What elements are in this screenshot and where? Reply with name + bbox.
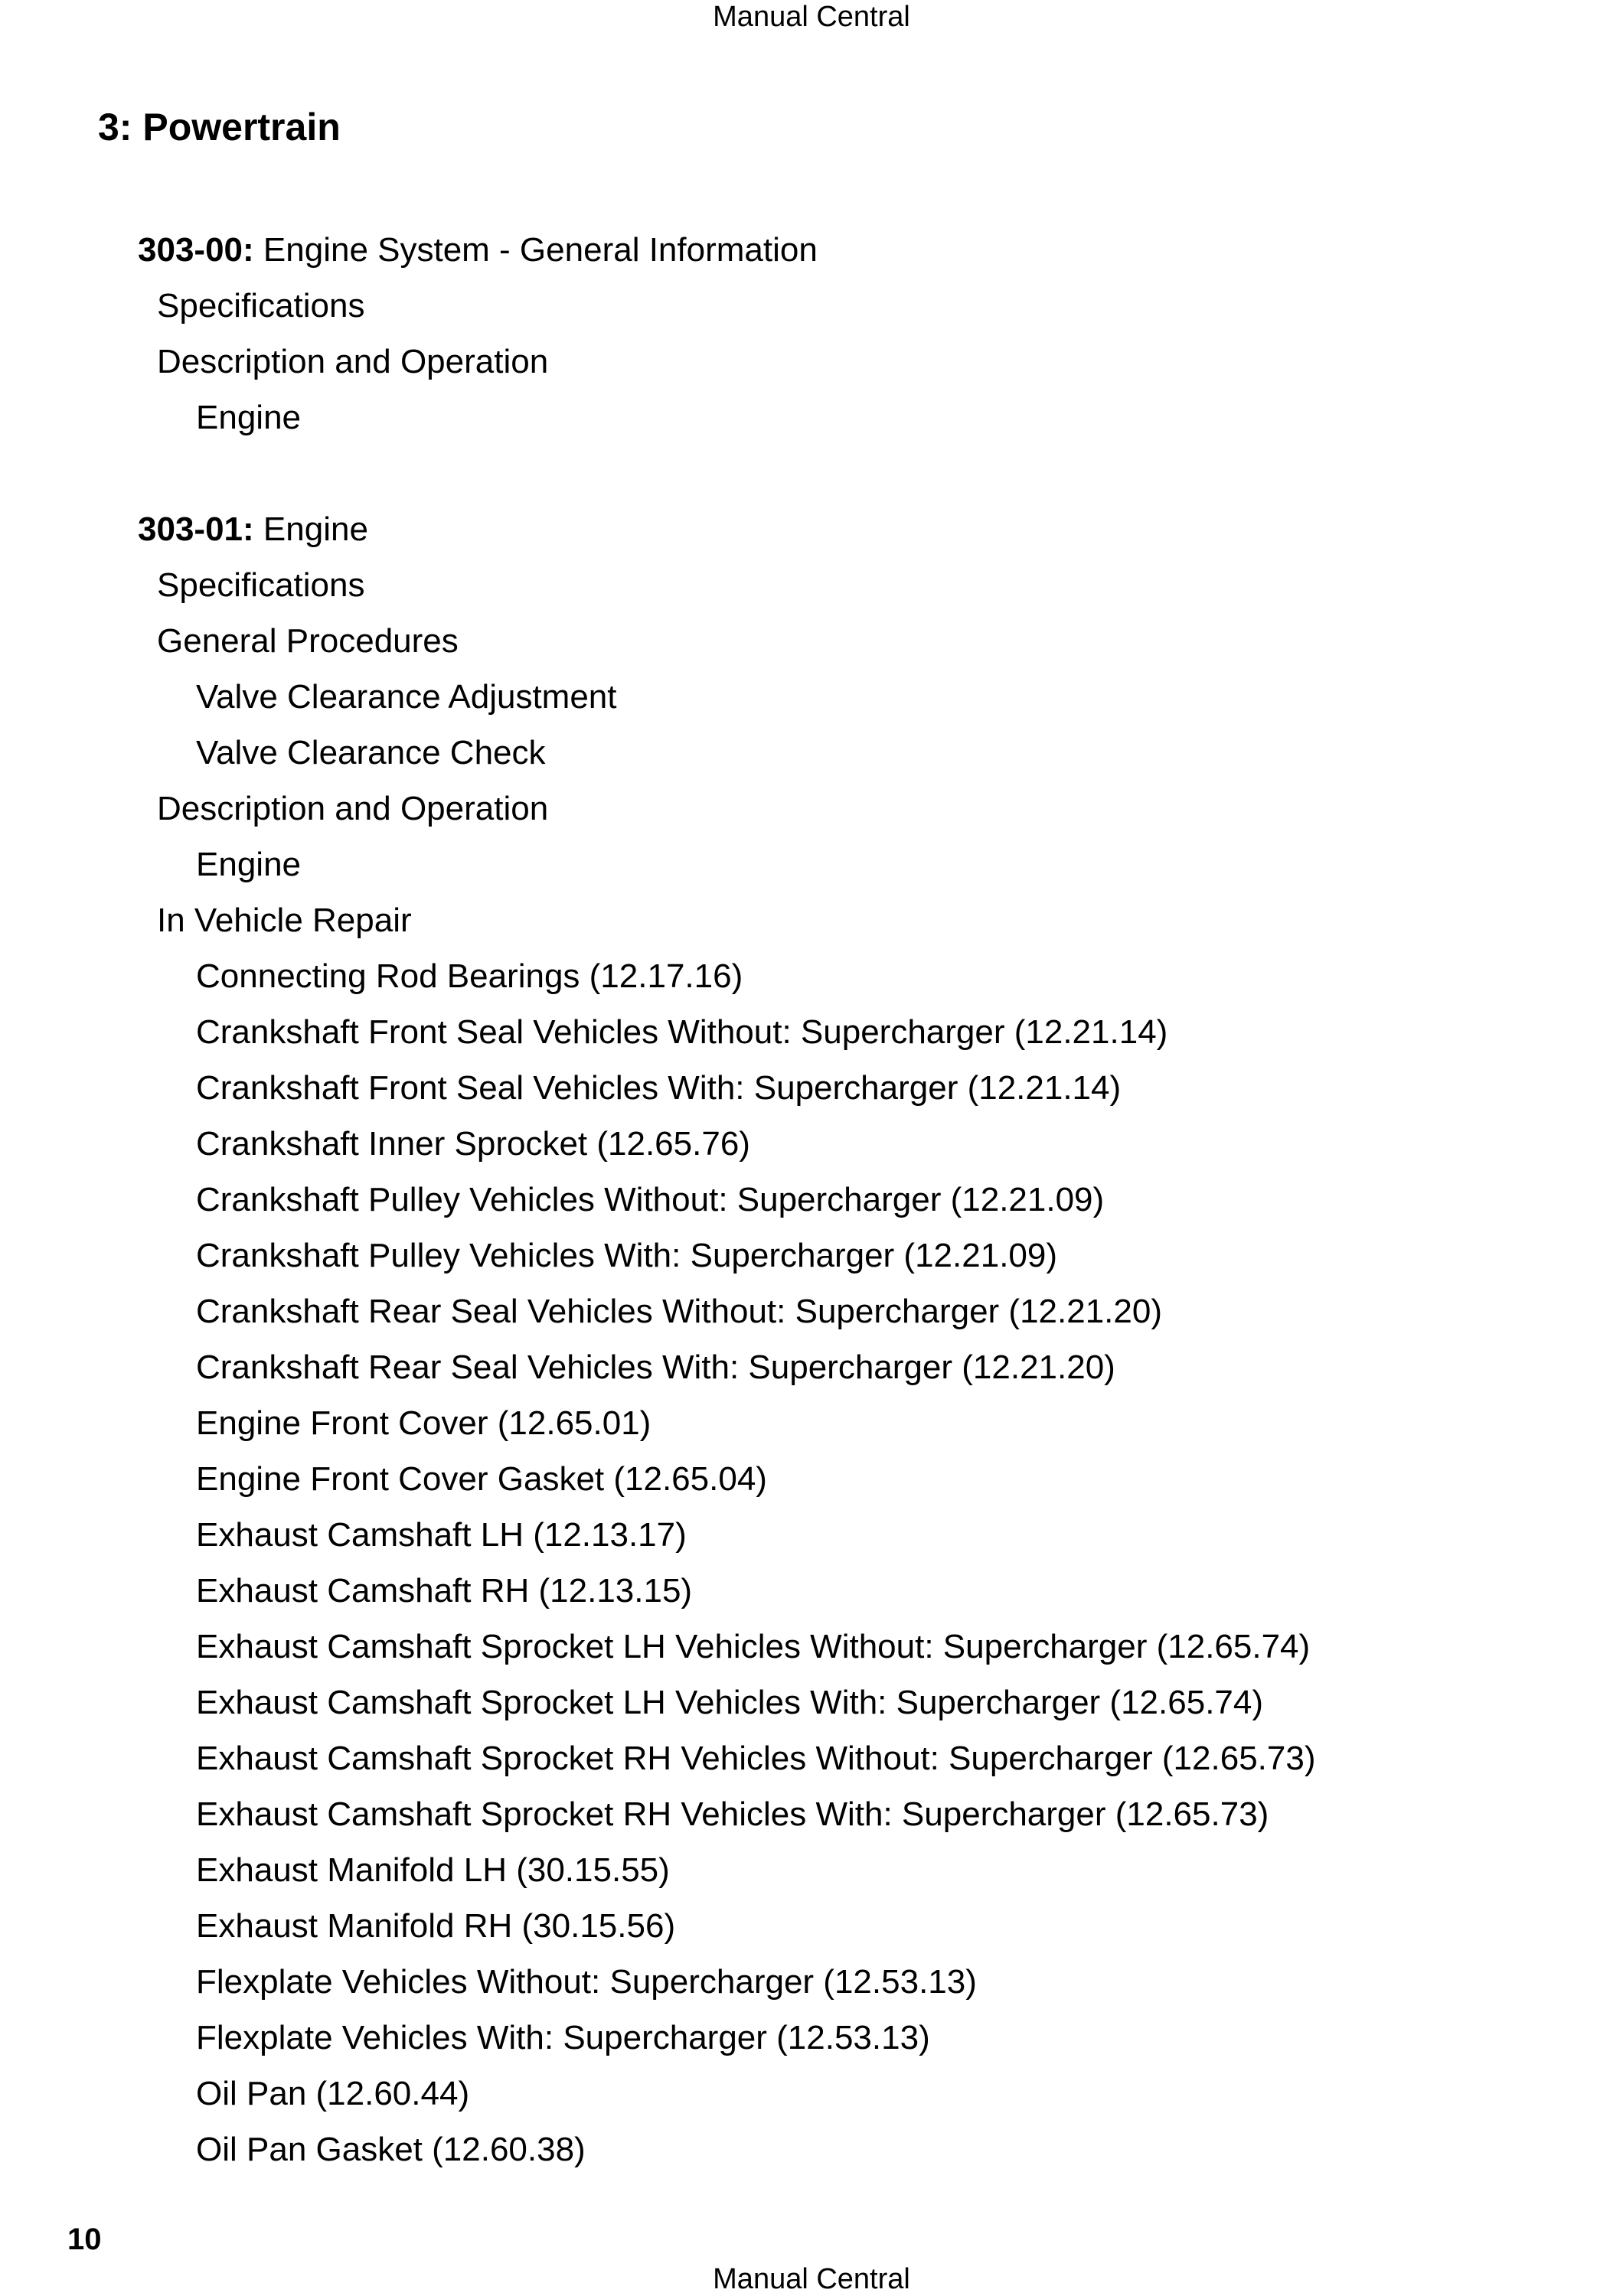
toc-group-label[interactable]: Specifications [157, 287, 365, 325]
toc-group-label[interactable]: General Procedures [157, 622, 459, 660]
section-title: Engine [263, 510, 368, 548]
toc-group-label[interactable]: Description and Operation [157, 790, 549, 827]
section-heading[interactable] [0, 501, 1623, 557]
section-code: 303-01: [138, 510, 254, 548]
toc-entry[interactable]: Engine Front Cover Gasket (12.65.04) [196, 1460, 767, 1498]
toc-entry[interactable]: Exhaust Camshaft Sprocket RH Vehicles With: Supercharger (12.65.73) [196, 1795, 1269, 1833]
toc-group-label[interactable]: Specifications [157, 566, 365, 604]
toc-section [0, 222, 1623, 445]
toc-entry[interactable]: Exhaust Camshaft Sprocket LH Vehicles Without: Supercharger (12.65.74) [196, 1628, 1311, 1665]
toc-entry[interactable]: Valve Clearance Adjustment [196, 678, 617, 716]
toc-entry[interactable]: Exhaust Camshaft Sprocket LH Vehicles With: Supercharger (12.65.74) [196, 1684, 1264, 1721]
toc-entry[interactable]: Exhaust Camshaft LH (12.13.17) [196, 1516, 687, 1554]
toc-entry[interactable]: Crankshaft Rear Seal Vehicles With: Supercharger (12.21.20) [196, 1349, 1115, 1386]
toc-entry[interactable]: Crankshaft Inner Sprocket (12.65.76) [196, 1125, 750, 1163]
toc-entry[interactable]: Oil Pan Gasket (12.60.38) [196, 2131, 586, 2168]
toc-entry[interactable]: Flexplate Vehicles Without: Supercharger (12.53.13) [196, 1963, 977, 2001]
section-code: 303-00: [138, 231, 254, 269]
toc-entry[interactable]: Exhaust Camshaft RH (12.13.15) [196, 1572, 693, 1609]
page-header: Manual Central [713, 1, 910, 33]
toc-entry[interactable]: Oil Pan (12.60.44) [196, 2075, 470, 2112]
toc-entry[interactable]: Engine [196, 399, 302, 436]
toc-group-label[interactable]: In Vehicle Repair [157, 902, 412, 939]
section-heading[interactable] [0, 222, 1623, 278]
toc-entry[interactable]: Crankshaft Pulley Vehicles Without: Supercharger (12.21.09) [196, 1181, 1105, 1218]
toc-entry[interactable]: Flexplate Vehicles With: Supercharger (12.53.13) [196, 2019, 930, 2056]
toc-entry[interactable]: Exhaust Manifold RH (30.15.56) [196, 1907, 676, 1945]
toc-entry[interactable]: Crankshaft Pulley Vehicles With: Supercharger (12.21.09) [196, 1237, 1058, 1274]
page-footer: Manual Central [713, 2263, 910, 2295]
toc-entry[interactable]: Connecting Rod Bearings (12.17.16) [196, 957, 743, 995]
page-number: 10 [67, 2223, 102, 2256]
toc-section [0, 501, 1623, 2177]
toc-entry[interactable]: Exhaust Manifold LH (30.15.55) [196, 1851, 670, 1889]
toc-entry[interactable]: Valve Clearance Check [196, 734, 546, 771]
table-of-contents [0, 222, 1623, 2233]
toc-group-label[interactable]: Description and Operation [157, 343, 549, 380]
section-title: Engine System - General Information [263, 231, 818, 269]
toc-entry[interactable]: Engine [196, 846, 302, 883]
chapter-title: 3: Powertrain [98, 106, 341, 148]
toc-entry[interactable]: Crankshaft Front Seal Vehicles Without: Supercharger (12.21.14) [196, 1013, 1168, 1051]
toc-entry[interactable]: Crankshaft Front Seal Vehicles With: Supercharger (12.21.14) [196, 1069, 1122, 1107]
toc-entry[interactable]: Exhaust Camshaft Sprocket RH Vehicles Without: Supercharger (12.65.73) [196, 1740, 1316, 1777]
toc-entry[interactable]: Engine Front Cover (12.65.01) [196, 1404, 651, 1442]
toc-entry[interactable]: Crankshaft Rear Seal Vehicles Without: Supercharger (12.21.20) [196, 1293, 1162, 1330]
